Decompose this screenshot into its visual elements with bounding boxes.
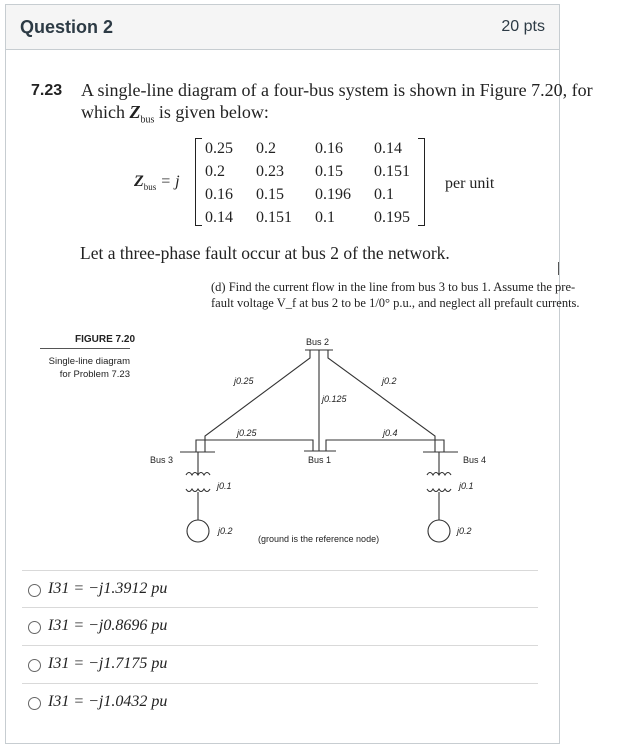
line-bus1-bus4 [326,440,444,452]
radio-button[interactable] [28,621,41,634]
matrix-cell: 0.14 [374,140,402,157]
part-d-line1: (d) Find the current flow in the line from bus 3 to bus 1. Assume the pre- [211,280,576,294]
matrix-cell: 0.1 [374,186,394,203]
matrix-cell: 0.14 [205,209,233,226]
answer-option-4[interactable] [22,683,538,722]
figure-caption-line1: Single-line diagram [48,356,130,367]
radio-button[interactable] [28,584,41,597]
gen3-reactance: j0.1 [217,481,232,491]
line-bus2-bus3 [205,350,310,452]
radio-button[interactable] [28,659,41,672]
fault-statement: Let a three-phase fault occur at bus 2 of the network. [80,243,450,263]
per-unit-label: per unit [445,175,495,192]
gen3-ground-impedance: j0.2 [218,526,233,536]
radio-button[interactable] [28,697,41,710]
bus4-label: Bus 4 [463,455,487,465]
matrix-cell: 0.16 [205,186,233,203]
problem-number: 7.23 [31,82,63,99]
gen4-ground-impedance: j0.2 [457,526,472,536]
matrix-cell: 0.2 [205,163,225,180]
bus3-label: Bus 3 [150,455,174,465]
bus2-label: Bus 2 [306,337,330,347]
part-d-line2: fault voltage V_f at bus 2 to be 1/0° p.u., and neglect all prefault currents. [211,296,580,310]
matrix-cell: 0.195 [374,209,410,226]
question-title: Question 2 [20,17,114,37]
answer-option-label: I31 = −j0.8696 pu [48,617,168,634]
answer-option-label: I31 = −j1.7175 pu [48,655,168,672]
impedance-bus2-bus4: j0.2 [382,376,397,386]
matrix-cell: 0.151 [374,163,410,180]
line-bus3-bus1 [196,440,313,452]
matrix-cell: 0.16 [315,140,343,157]
gen4-transformer-secondary [427,489,451,492]
matrix-cell: 0.1 [315,209,335,226]
answer-option-2[interactable] [22,607,538,646]
impedance-bus2-bus3: j0.25 [234,376,254,386]
answer-option-label: I31 = −j1.0432 pu [48,693,168,710]
matrix-cell: 0.15 [256,186,284,203]
matrix-cell: 0.23 [256,163,284,180]
matrix-cell: 0.151 [256,209,292,226]
impedance-bus3-bus1: j0.25 [237,428,257,438]
figure-caption-line2: for Problem 7.23 [59,369,130,380]
ground-reference-note: (ground is the reference node) [258,534,380,544]
question-points: 20 pts [501,18,545,35]
gen3-transformer-secondary [186,489,210,492]
matrix-cell: 0.25 [205,140,233,157]
problem-text-line1: A single-line diagram of a four-bus system is shown in Figure 7.20, for [81,80,593,100]
matrix-cell: 0.15 [315,163,343,180]
answer-option-3[interactable] [22,645,538,684]
gen4-reactance: j0.1 [459,481,474,491]
matrix-cell: 0.196 [315,186,351,203]
figure-title: FIGURE 7.20 [75,334,136,345]
gen4-ground-circle [428,520,450,542]
impedance-bus2-bus1: j0.125 [322,394,347,404]
matrix-cell: 0.2 [256,140,276,157]
gen3-ground-circle [187,520,209,542]
bus1-label: Bus 1 [308,455,332,465]
problem-text-line2: which $Z_{bus}$ is given below: [81,102,269,126]
zbus-lhs: $Z_{bus} = j$ [134,173,180,193]
impedance-bus1-bus4: j0.4 [383,428,398,438]
answer-option-1[interactable] [22,570,538,609]
answer-option-label: I31 = −j1.3912 pu [48,580,168,597]
